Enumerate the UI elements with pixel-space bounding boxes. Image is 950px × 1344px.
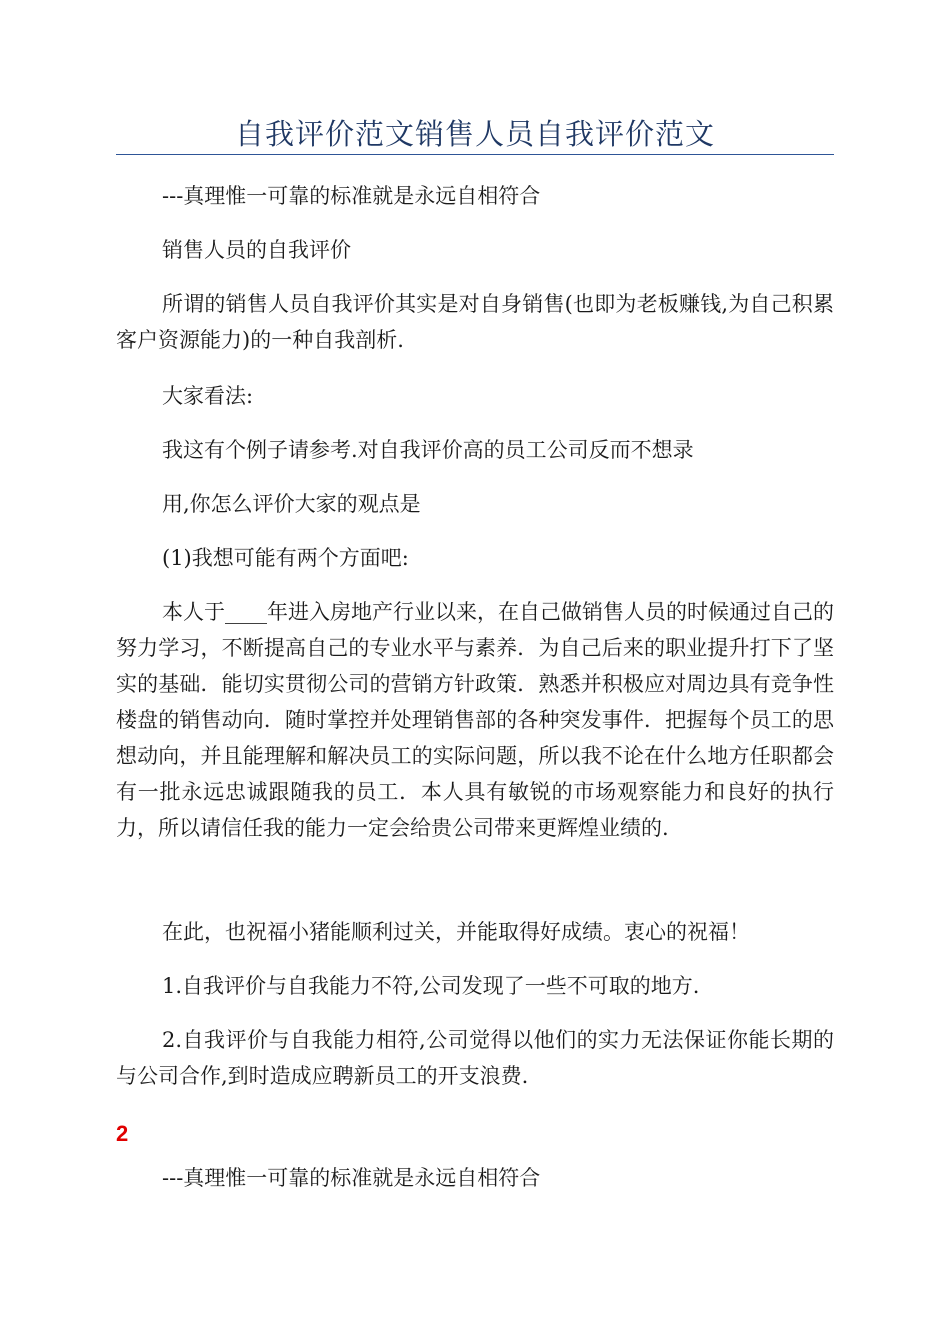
paragraph-point-2: 2.自我评价与自我能力相符,公司觉得以他们的实力无法保证你能长期的与公司合作,到时造成应聘新员工的开支浪费. xyxy=(116,1028,834,1088)
paragraph-definition: 所谓的销售人员自我评价其实是对自身销售(也即为老板赚钱,为自己积累客户资源能力)的一种自我剖析. xyxy=(116,292,834,352)
paragraph-example: 我这有个例子请参考.对自我评价高的员工公司反而不想录 xyxy=(162,438,694,462)
paragraph-aspects: (1)我想可能有两个方面吧: xyxy=(162,546,409,570)
paragraph-motto-repeat: ---真理惟一可靠的标准就是永远自相符合 xyxy=(162,1166,541,1190)
paragraph-self-description: 本人于____年进入房地产行业以来，在自己做销售人员的时候通过自己的努力学习，不断提高自己的专业水平与素养．为自己后来的职业提升打下了坚实的基础．能切实贯彻公司的营销方针政策．熟悉并积极应对周边具有竞争性楼盘的销售动向．随时掌控并处理销售部的各种突发事件．把握每个员工的思想动向，并且能理解和解决员工的实际问题，所以我不论在什么地方任职都会有一批永远忠诚跟随我的员工．本人具有敏锐的市场观察能力和良好的执行力，所以请信任我的能力一定会给贵公司带来更辉煌业绩的. xyxy=(116,600,834,840)
paragraph-subheading: 销售人员的自我评价 xyxy=(162,238,351,262)
paragraph-question: 用,你怎么评价大家的观点是 xyxy=(162,492,421,516)
paragraph-opinions: 大家看法: xyxy=(162,384,254,408)
title-underline xyxy=(116,154,834,155)
paragraph-motto: ---真理惟一可靠的标准就是永远自相符合 xyxy=(162,184,541,208)
paragraph-point-1: 1.自我评价与自我能力不符,公司发现了一些不可取的地方. xyxy=(162,974,700,998)
paragraph-blessing: 在此，也祝福小猪能顺利过关，并能取得好成绩。衷心的祝福！ xyxy=(162,920,750,944)
page-number: 2 xyxy=(116,1121,129,1146)
document-title: 自我评价范文销售人员自我评价范文 xyxy=(234,117,715,151)
